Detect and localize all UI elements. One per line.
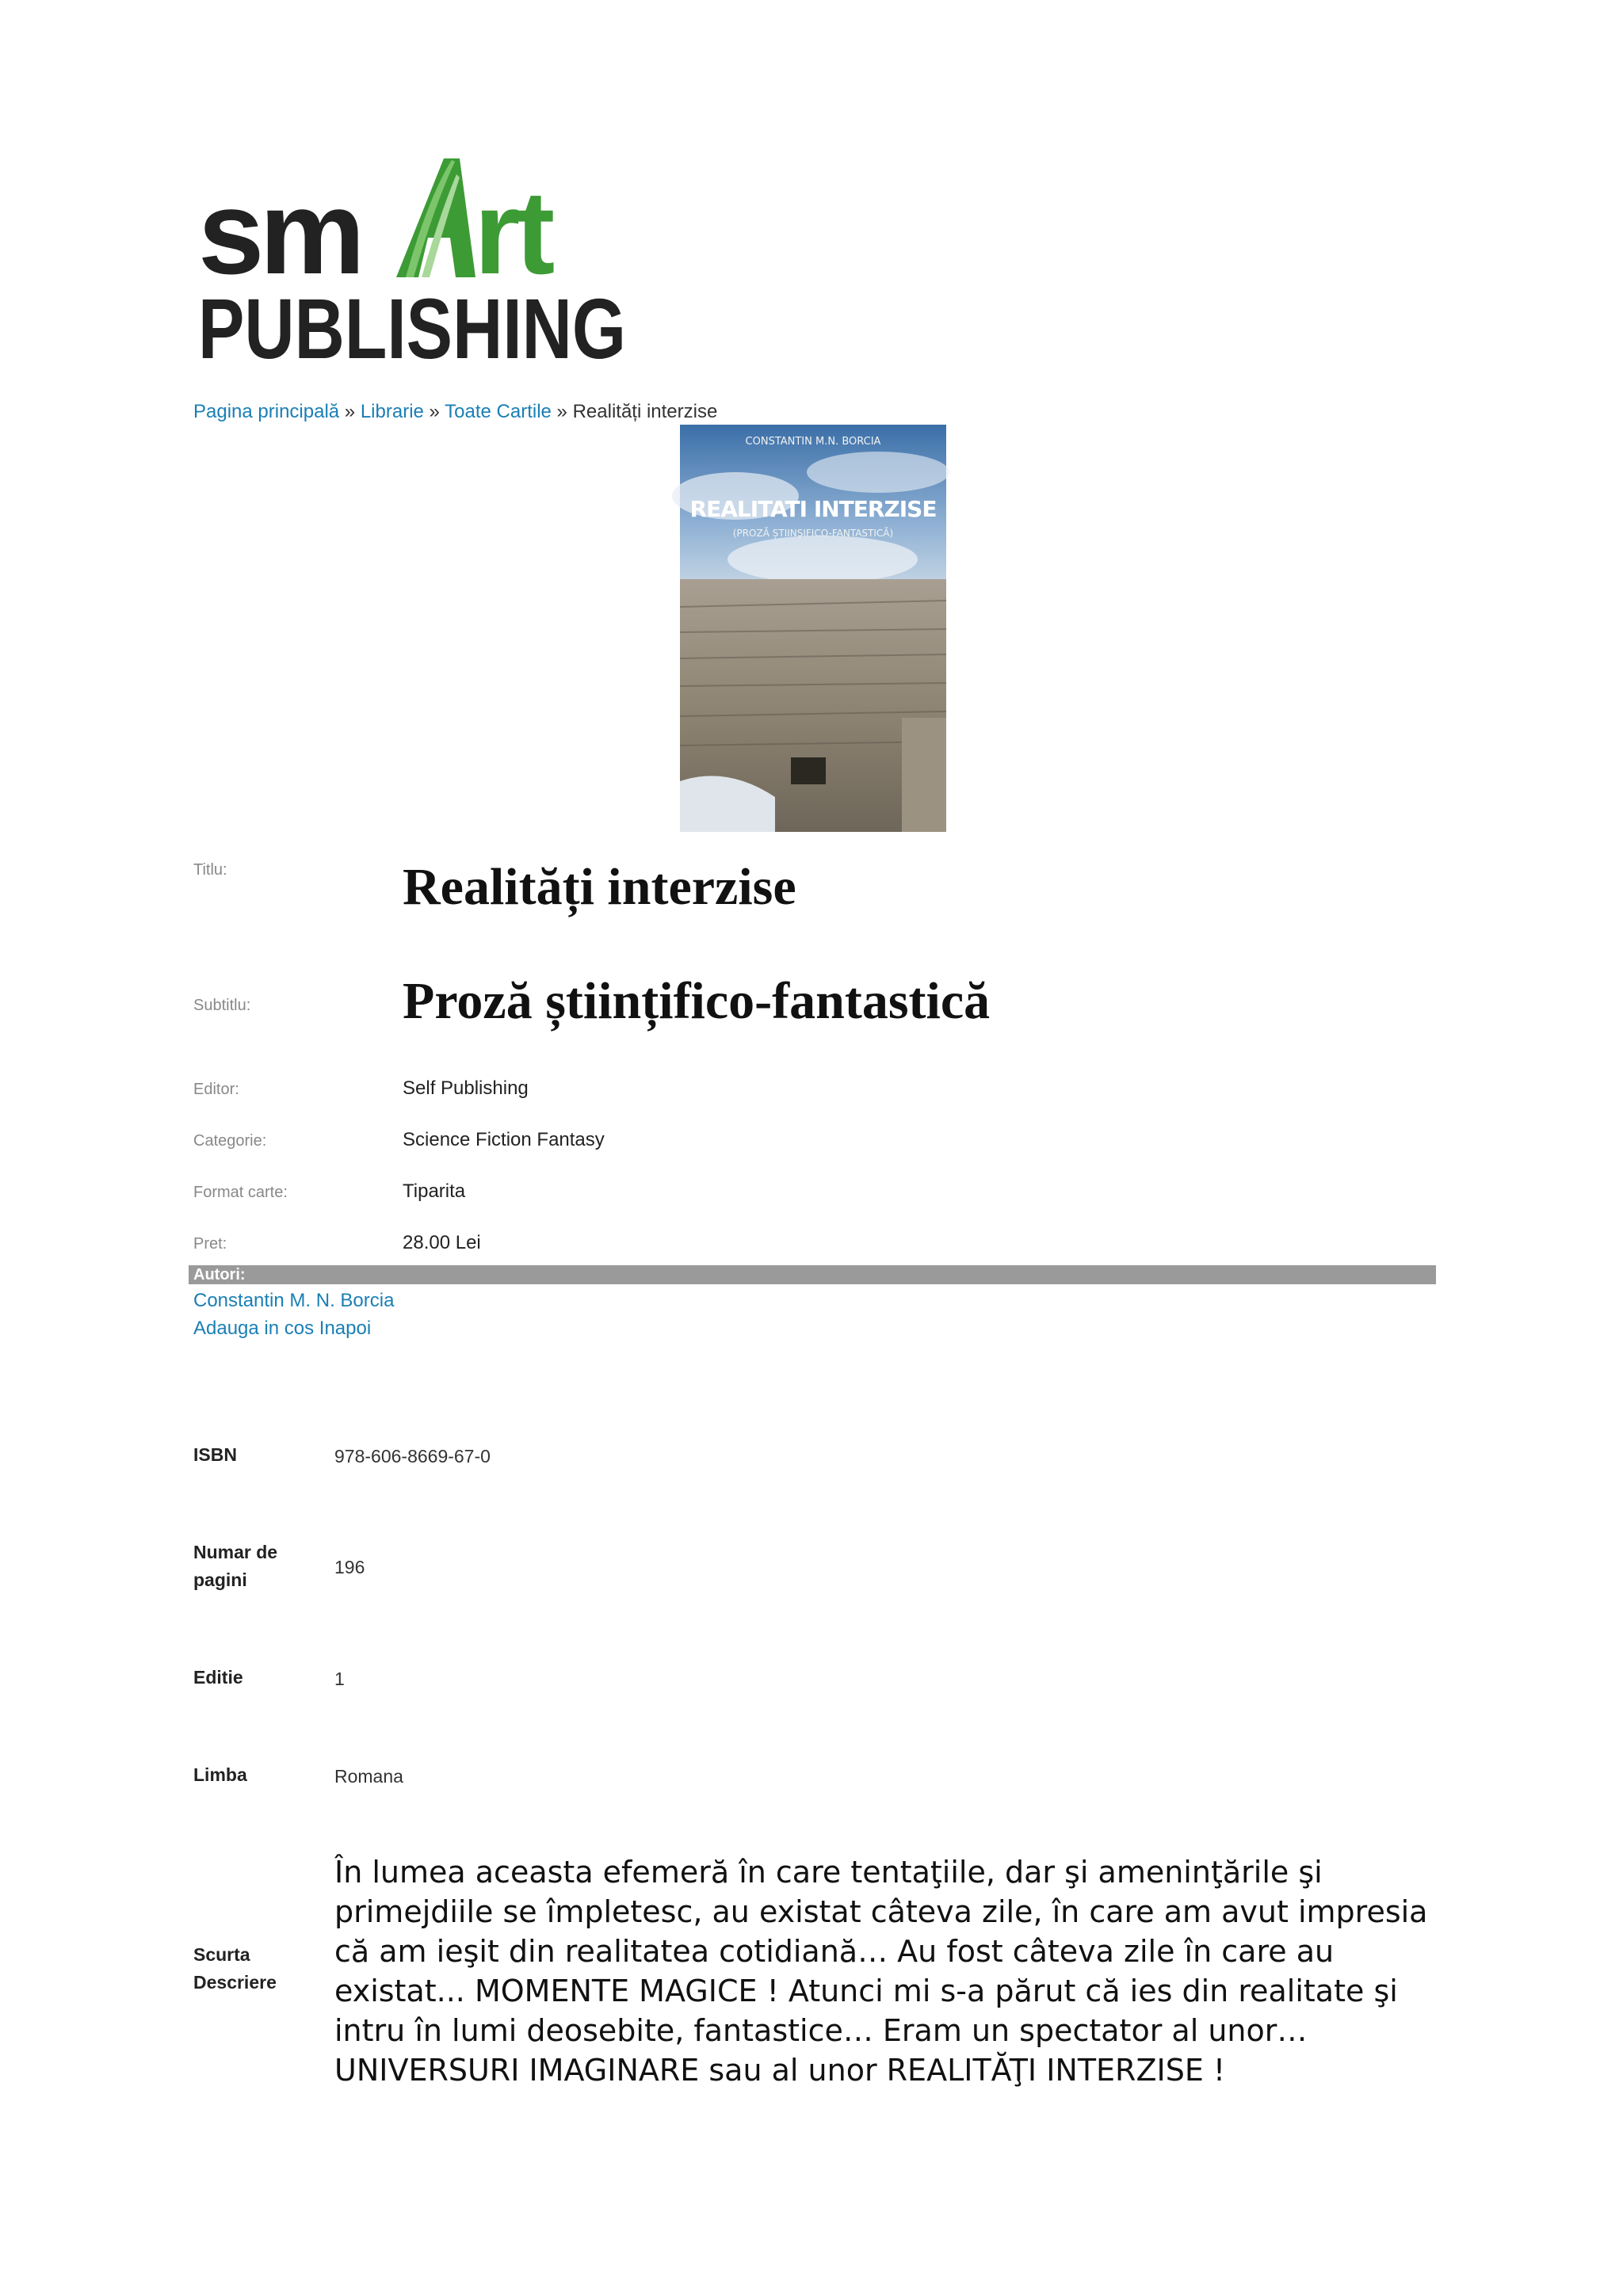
category-label: Categorie: <box>193 1132 267 1150</box>
edition-value: 1 <box>334 1669 345 1689</box>
language-value: Romana <box>334 1766 403 1787</box>
breadcrumb-separator: » <box>344 401 356 422</box>
book-title: Realități interzise <box>403 858 796 916</box>
price-label: Pret: <box>193 1235 227 1253</box>
svg-text:PUBLISHING: PUBLISHING <box>198 280 626 376</box>
editor-label: Editor: <box>193 1081 239 1098</box>
description-label: Scurta Descriere <box>193 1944 277 1993</box>
breadcrumb-home-link[interactable]: Pagina principală <box>193 401 340 422</box>
cover-subtitle: (PROZĂ ȘTIINȘIFICO-FANTASTICĂ) <box>732 528 894 539</box>
pages-label: Numar de pagini <box>193 1542 278 1590</box>
book-cover-image <box>680 425 946 832</box>
publisher-logo[interactable] <box>198 151 626 376</box>
subtitle-label: Subtitlu: <box>193 997 251 1014</box>
svg-text:sm: sm <box>198 166 361 299</box>
cover-author: CONSTANTIN M.N. BORCIA <box>745 436 881 448</box>
breadcrumb-library-link[interactable]: Librarie <box>360 401 424 422</box>
pages-value: 196 <box>334 1557 365 1577</box>
edition-label: Editie <box>193 1667 243 1688</box>
action-links <box>193 1318 371 1340</box>
add-to-cart-link[interactable]: Adauga in cos <box>193 1318 315 1339</box>
author-link[interactable]: Constantin M. N. Borcia <box>193 1290 395 1311</box>
format-label: Format carte: <box>193 1184 288 1201</box>
category-value: Science Fiction Fantasy <box>403 1129 605 1150</box>
description-text: În lumea aceasta efemeră în care tentaţiile, dar şi ameninţările şi primejdiile se împletesc, au existat câteva zile, în care am avut impresia că am ieşit din realitatea cotidiană… Au fost câteva zile în care au existat... MOMENTE MAGICE ! Atunci mi s-a părut că ies din realitate şi intru în lumi deosebite, fantastice… Eram un spectator al unor… UNIVERSURI IMAGINARE sau al unor REALITĂŢI INTERZISE ! <box>334 1855 1428 2088</box>
isbn-value: 978-606-8669-67-0 <box>334 1446 491 1466</box>
format-value: Tiparita <box>403 1180 466 1202</box>
breadcrumb-separator: » <box>556 401 567 422</box>
breadcrumb-separator: » <box>429 401 440 422</box>
editor-value: Self Publishing <box>403 1077 529 1099</box>
isbn-label: ISBN <box>193 1444 237 1465</box>
price-value: 28.00 Lei <box>403 1232 481 1253</box>
breadcrumb <box>193 401 717 423</box>
authors-header: Autori: <box>189 1265 1436 1284</box>
title-label: Titlu: <box>193 861 227 879</box>
book-subtitle: Proză științifico-fantastică <box>403 972 991 1030</box>
breadcrumb-all-books-link[interactable]: Toate Cartile <box>445 401 552 422</box>
svg-text:rt: rt <box>474 166 551 299</box>
language-label: Limba <box>193 1764 247 1785</box>
cover-title: REALITATI INTERZISE <box>689 496 937 522</box>
back-link[interactable]: Inapoi <box>319 1318 372 1339</box>
breadcrumb-current: Realități interzise <box>572 401 718 422</box>
